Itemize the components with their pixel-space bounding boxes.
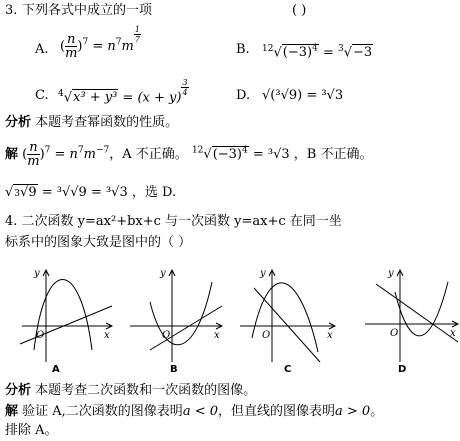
graphs-figure: [0, 262, 460, 382]
q3-option-b-label: B.: [236, 42, 250, 57]
graph-c-caption: C: [284, 364, 292, 375]
q3-option-a-formula: ( $\frac{n}{m}$ )$^7 = n^7m$ $\frac{1}{7}$: [60, 25, 140, 61]
graph-c-y-label: y: [260, 268, 266, 279]
analysis4: 分析 本题考查二次函数和一次函数的图像。: [5, 383, 257, 398]
q3-stem: 下列各式中成立的一项: [22, 3, 153, 18]
solution4-line1: 解 验证 A,二次函数的图像表明a < 0，但直线的图像表明a > 0。: [5, 404, 384, 419]
q4-line2: 标系中的图象大致是图中的（ ）: [5, 235, 192, 250]
graph-a-origin: O: [36, 330, 45, 341]
q3-option-b-formula: $^{12}√(-3)^4 = ^3√-3$: [262, 44, 373, 61]
graph-d-x-label: x: [450, 328, 456, 339]
graph-b-caption: B: [170, 364, 178, 375]
graph-a-y-label: y: [34, 268, 40, 279]
q3-option-d-label: D.: [236, 88, 251, 103]
graph-d-origin: O: [390, 328, 399, 339]
analysis3: 分析 本题考查幂函数的性质。: [5, 115, 179, 130]
solution3-line1: 解 ( $\frac{n}{m}$ )$^7 = n^7m^{-7}$，A 不正确。 $^{12}√(-3)^4 = ^3√3$ ，B 不正确。: [5, 140, 373, 169]
graph-b-origin: O: [162, 330, 171, 341]
graph-b-x-label: x: [214, 330, 220, 341]
graph-c-origin: O: [262, 330, 271, 341]
solution3-line2: √3√9 = ³√√9 = ³√3 ，选 D.: [5, 185, 177, 200]
q4-line1: 4. 二次函数 y=ax²+bx+c 与一次函数 y=ax+c 在同一坐: [5, 214, 342, 229]
solution4-line2: 排除 A。: [5, 423, 58, 438]
graph-b-y-label: y: [160, 268, 166, 279]
q3-option-d-formula: √(³√9) = ³√3: [262, 88, 344, 103]
q3-option-c-formula: $^4$√x³ + y³ = (x + y) $\frac{3}{4}$: [58, 78, 188, 106]
graph-d-caption: D: [398, 364, 407, 375]
q3-number: 3.: [5, 3, 18, 18]
graph-d-y-label: y: [388, 268, 394, 279]
graph-a-caption: A: [52, 364, 60, 375]
q3-option-c-label: C.: [35, 88, 49, 103]
graph-a-x-label: x: [104, 330, 110, 341]
q3-answer-paren: ( ): [292, 3, 307, 18]
graph-c-x-label: x: [327, 330, 333, 341]
q3-option-a-label: A.: [35, 42, 49, 57]
